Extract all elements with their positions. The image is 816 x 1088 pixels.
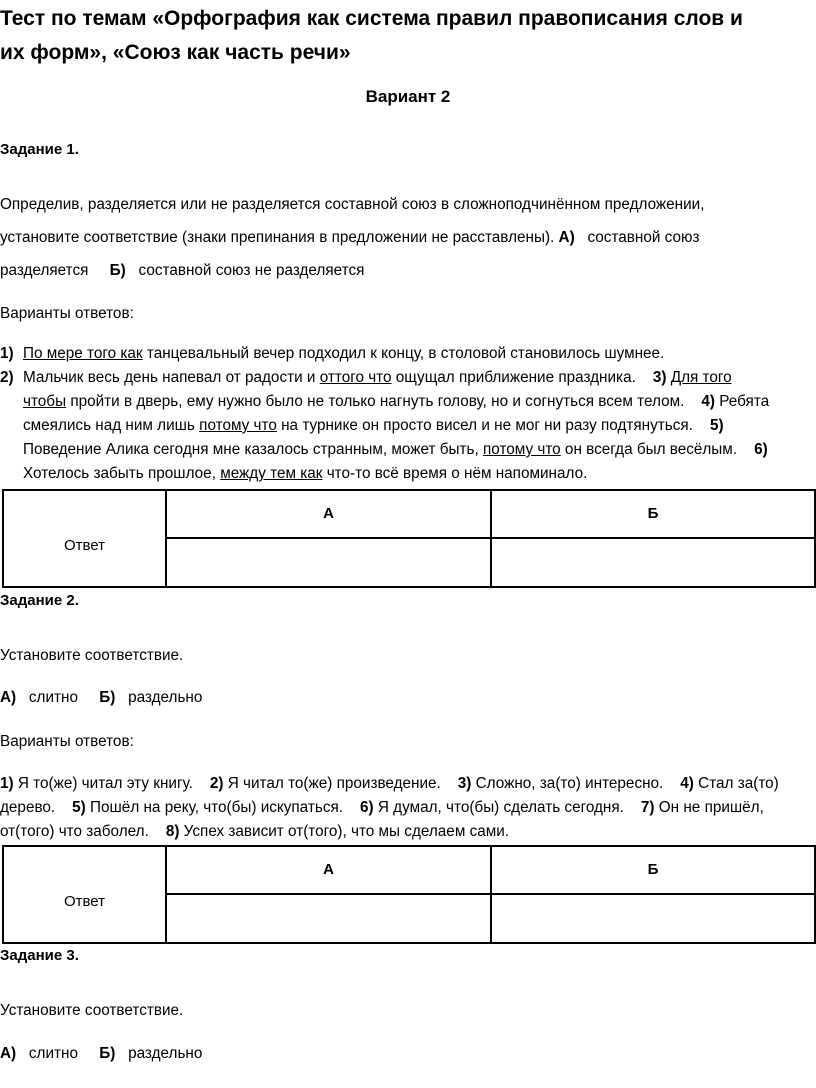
underlined-conjunction: потому что — [482, 441, 561, 458]
item-number: 2) — [0, 369, 14, 386]
item-number: 2) — [209, 775, 224, 792]
doc-title-line1: Тест по темам «Орфография как система правил правописания слов и — [0, 7, 743, 30]
answer-col-a: А — [323, 861, 334, 878]
task1-option-a-text: составной союз — [587, 229, 700, 246]
task1-item-2 — [0, 369, 732, 387]
item-text: Успех зависит от(того), что мы сделаем сами. — [179, 823, 510, 840]
answer-cell-a[interactable] — [167, 539, 490, 586]
task2-option-b-letter: Б) — [99, 689, 116, 706]
item-number: 3) — [457, 775, 472, 792]
item-text: Хотелось забыть прошлое, — [23, 465, 221, 482]
doc-title-line2: их форм», «Союз как часть речи» — [0, 41, 351, 64]
item-text: на турнике он просто висел и не мог ни разу подтянуться. — [276, 417, 693, 434]
item-text: Мальчик весь день напевал от радости и — [23, 369, 320, 386]
item-text: Пошёл на реку, что(бы) искупаться. — [85, 799, 344, 816]
item-text: что-то всё время о нём напоминало. — [322, 465, 588, 482]
task3-option-b-letter: Б) — [99, 1045, 116, 1062]
item-number: 1) — [0, 345, 14, 362]
task2-answer-table — [2, 845, 816, 944]
task3-heading: Задание 3. — [0, 947, 79, 964]
item-text: Сложно, за(то) интересно. — [471, 775, 664, 792]
answer-col-a: А — [323, 505, 334, 522]
task2-options — [0, 689, 202, 707]
item-number: 5) — [72, 799, 86, 816]
task1-option-b-text: составной союз не разделяется — [138, 262, 365, 279]
task1-intro-line3 — [0, 262, 364, 280]
item-text: Я читал то(же) произведение. — [223, 775, 441, 792]
task3-intro: Установите соответствие. — [0, 1002, 184, 1019]
answer-col-b: Б — [647, 861, 659, 878]
item-text: Поведение Алика сегодня мне казалось странным, может быть, — [23, 441, 483, 458]
task1-option-b-letter: Б) — [109, 262, 126, 279]
item-text: Я думал, что(бы) сделать сегодня. — [373, 799, 624, 816]
item-text: смеялись над ним лишь — [23, 417, 200, 434]
item-text: ощущал приближение праздника. — [391, 369, 636, 386]
item-number: 1) — [0, 775, 14, 792]
underlined-conjunction: Для того — [670, 369, 732, 386]
task1-intro-text: установите соответствие (знаки препинания в предложении не расставлены). — [0, 229, 555, 246]
task3-option-a-text: слитно — [28, 1045, 78, 1062]
answer-row-label: Ответ — [63, 537, 106, 554]
task2-option-a-text: слитно — [28, 689, 78, 706]
item-text: Ребята — [715, 393, 770, 410]
task1-option-a-text-cont: разделяется — [0, 262, 89, 279]
item-number: 6) — [360, 799, 374, 816]
task1-heading: Задание 1. — [0, 141, 79, 158]
task2-items-line1 — [0, 775, 779, 793]
task1-intro-line2 — [0, 229, 699, 247]
item-number: 4) — [701, 393, 715, 410]
task1-item-1 — [0, 345, 665, 363]
item-text: Стал за(то) — [693, 775, 779, 792]
item-number: 6) — [754, 441, 768, 458]
task2-variants-label: Варианты ответов: — [0, 733, 134, 750]
underlined-conjunction: чтобы — [23, 393, 67, 410]
item-number: 3) — [652, 369, 667, 386]
task1-item-3-cont — [23, 393, 769, 411]
task2-heading: Задание 2. — [0, 592, 79, 609]
task2-intro: Установите соответствие. — [0, 647, 184, 664]
item-text: от(того) что заболел. — [0, 823, 149, 840]
task1-variants-label: Варианты ответов: — [0, 305, 134, 322]
item-text: танцевальный вечер подходил к концу, в столовой становилось шумнее. — [142, 345, 665, 362]
item-text: он всегда был весёлым. — [560, 441, 738, 458]
item-text: Он не пришёл, — [654, 799, 764, 816]
task1-intro-line1: Определив, разделяется или не разделяется составной союз в сложноподчинённом предложении, — [0, 196, 705, 213]
task1-item-6 — [23, 465, 587, 483]
task3-option-b-text: раздельно — [128, 1045, 203, 1062]
task1-item-4-cont — [23, 417, 724, 435]
answer-row-label: Ответ — [63, 893, 106, 910]
task1-option-a-letter: А) — [558, 229, 575, 246]
underlined-conjunction: между тем как — [220, 465, 323, 482]
item-number: 8) — [165, 823, 180, 840]
item-number: 7) — [640, 799, 655, 816]
task2-items-line2 — [0, 799, 764, 817]
item-number: 4) — [680, 775, 694, 792]
task1-item-5 — [23, 441, 768, 459]
item-text: пройти в дверь, ему нужно было не только нагнуть голову, но и согнуться всем телом. — [66, 393, 685, 410]
underlined-conjunction: потому что — [199, 417, 277, 434]
underlined-conjunction: По мере того как — [23, 345, 143, 362]
item-text: дерево. — [0, 799, 56, 816]
task3-options — [0, 1045, 202, 1063]
underlined-conjunction: оттого что — [319, 369, 392, 386]
answer-col-b: Б — [647, 505, 659, 522]
task3-option-a-letter: А) — [0, 1045, 17, 1062]
item-text: Я то(же) читал эту книгу. — [13, 775, 193, 792]
task2-items-line3 — [0, 823, 509, 841]
task1-answer-table — [2, 489, 816, 588]
task2-option-a-letter: А) — [0, 689, 17, 706]
answer-cell-b[interactable] — [492, 539, 814, 586]
item-number: 5) — [709, 417, 724, 434]
answer-cell-a[interactable] — [167, 895, 490, 942]
task2-option-b-text: раздельно — [128, 689, 203, 706]
answer-cell-b[interactable] — [492, 895, 814, 942]
variant-heading: Вариант 2 — [365, 87, 451, 106]
